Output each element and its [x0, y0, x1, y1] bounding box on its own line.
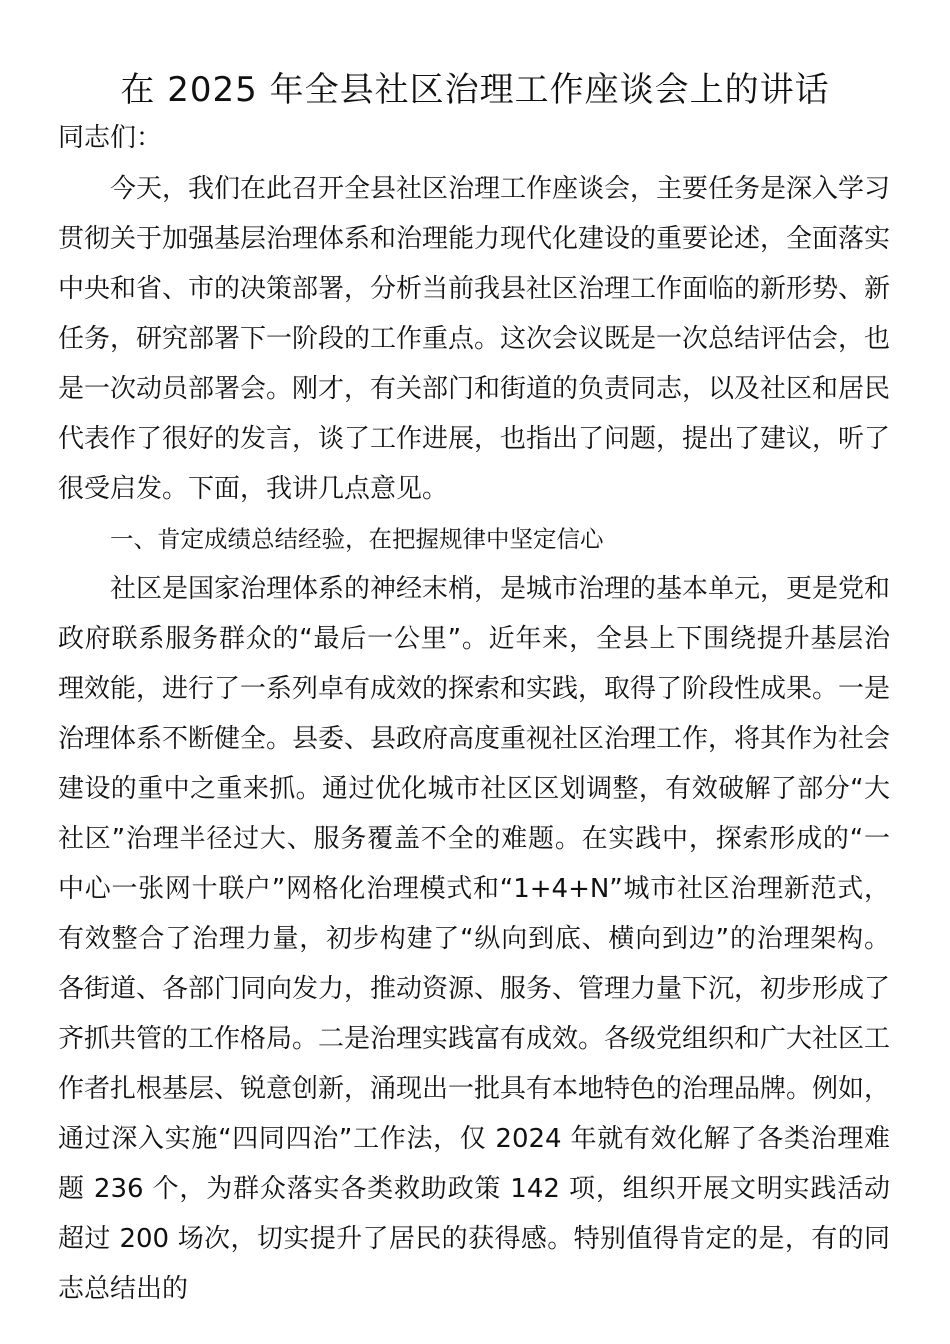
section-heading-1: 一、肯定成绩总结经验，在把握规律中坚定信心 — [110, 525, 604, 553]
section-1-paragraph: 社区是国家治理体系的神经末梢，是城市治理的基本单元，更是党和政府联系服务群众的“最后一公里”。近年来，全县上下围绕提升基层治理效能，进行了一系列卓有成效的探索和实践，取得了阶段性成果。一是治理体系不断健全。县委、县政府高度重视社区治理工作，将其作为社会建设的重中之重来抓。通过优化城市社区区划调整，有效破解了部分“大社区”治理半径过大、服务覆盖不全的难题。在实践中，探索形成的“一中心一张网十联户”网格化治理模式和“1+4+N”城市社区治理新范式，有效整合了治理力量，初步构建了“纵向到底、横向到边”的治理架构。各街道、各部门同向发力，推动资源、服务、管理力量下沉，初步形成了齐抓共管的工作格局。二是治理实践富有成效。各级党组织和广大社区工作者扎根基层、锐意创新，涌现出一批具有本地特色的治理品牌。例如，通过深入实施“四同四治”工作法，仅 2024 年就有效化解了各类治理难题 236 个，为群众落实各类救助政策 142 项，组织开展文明实践活动超过 200 场次，切实提升了居民的获得感。特别值得肯定的是，有的同志总结出的 — [58, 574, 891, 1304]
opening-paragraph: 今天，我们在此召开全县社区治理工作座谈会，主要任务是深入学习贯彻关于加强基层治理体系和治理能力现代化建设的重要论述，全面落实中央和省、市的决策部署，分析当前我县社区治理工作面临的新形势、新任务，研究部署下一阶段的工作重点。这次会议既是一次总结评估会，也是一次动员部署会。刚才，有关部门和街道的负责同志，以及社区和居民代表作了很好的发言，谈了工作进展，也指出了问题，提出了建议，听了很受启发。下面，我讲几点意见。 — [58, 174, 891, 504]
document-title: 在 2025 年全县社区治理工作座谈会上的讲话 — [120, 70, 830, 110]
salutation: 同志们： — [58, 123, 163, 153]
document-body — [58, 164, 890, 1314]
